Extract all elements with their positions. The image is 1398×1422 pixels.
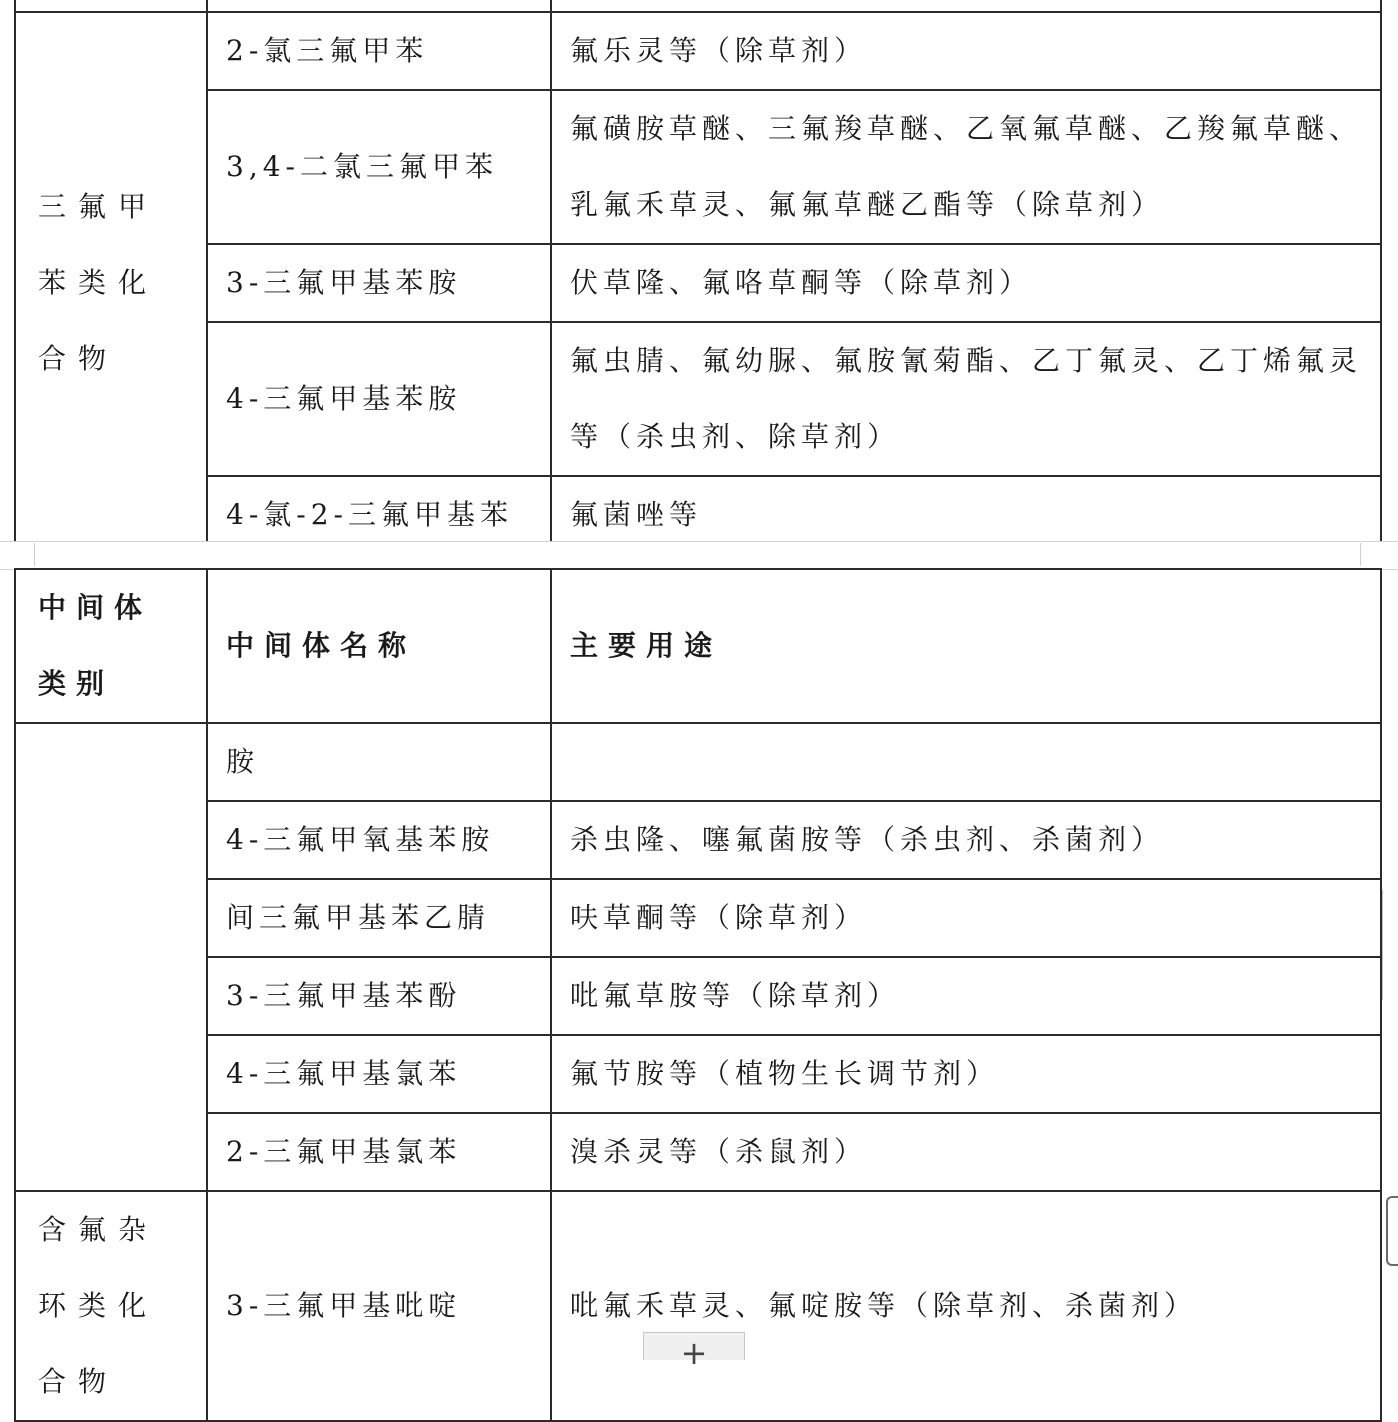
intermediate-name-cell[interactable]: 胺 bbox=[207, 723, 551, 801]
usage-cell[interactable]: 氟虫腈、氟幼脲、氟胺氰菊酯、乙丁氟灵、乙丁烯氟灵等（杀虫剂、除草剂） bbox=[551, 322, 1381, 476]
table-cell[interactable] bbox=[207, 0, 551, 12]
table-cell[interactable] bbox=[15, 0, 207, 12]
category-cell[interactable]: 三氟甲苯类化合物 bbox=[15, 12, 207, 554]
add-row-button[interactable]: + bbox=[643, 1332, 745, 1360]
usage-cell[interactable]: 氟节胺等（植物生长调节剂） bbox=[551, 1035, 1381, 1113]
usage-cell[interactable]: 溴杀灵等（杀鼠剂） bbox=[551, 1113, 1381, 1191]
table-row bbox=[15, 90, 1381, 244]
table-row bbox=[15, 801, 1381, 879]
table-header-row bbox=[15, 569, 1381, 723]
chemical-table-continued bbox=[14, 0, 1382, 555]
intermediate-name-cell[interactable]: 4-氯-2-三氟甲基苯 bbox=[207, 476, 551, 554]
usage-cell[interactable] bbox=[551, 723, 1381, 801]
table-row bbox=[15, 1191, 1381, 1421]
intermediate-name-cell[interactable]: 4-三氟甲氧基苯胺 bbox=[207, 801, 551, 879]
usage-cell[interactable]: 氟菌唑等 bbox=[551, 476, 1381, 554]
intermediate-name-cell[interactable]: 3,4-二氯三氟甲苯 bbox=[207, 90, 551, 244]
table-row bbox=[15, 879, 1381, 957]
table-row bbox=[15, 244, 1381, 322]
usage-cell[interactable]: 伏草隆、氟咯草酮等（除草剂） bbox=[551, 244, 1381, 322]
table-resize-handle[interactable] bbox=[1386, 1196, 1398, 1266]
intermediate-name-cell[interactable]: 4-三氟甲基苯胺 bbox=[207, 322, 551, 476]
usage-cell[interactable]: 氟乐灵等（除草剂） bbox=[551, 12, 1381, 90]
intermediate-name-cell[interactable]: 3-三氟甲基苯胺 bbox=[207, 244, 551, 322]
table-row bbox=[15, 12, 1381, 90]
table-row bbox=[15, 957, 1381, 1035]
table-row bbox=[15, 1035, 1381, 1113]
table-cell[interactable] bbox=[551, 0, 1381, 12]
table-row bbox=[15, 322, 1381, 476]
usage-cell[interactable]: 氟磺胺草醚、三氟羧草醚、乙氧氟草醚、乙羧氟草醚、乳氟禾草灵、氟氟草醚乙酯等（除草剂） bbox=[551, 90, 1381, 244]
intermediate-name-cell[interactable]: 3-三氟甲基吡啶 bbox=[207, 1191, 551, 1421]
header-use[interactable]: 主要用途 bbox=[551, 569, 1381, 723]
intermediate-name-cell[interactable]: 间三氟甲基苯乙腈 bbox=[207, 879, 551, 957]
page-margin-marker bbox=[1360, 543, 1381, 566]
category-cell[interactable]: 含氟杂环类化合物 bbox=[15, 1191, 207, 1421]
usage-cell[interactable]: 吡氟禾草灵、氟啶胺等（除草剂、杀菌剂） bbox=[551, 1191, 1381, 1421]
usage-cell[interactable]: 杀虫隆、噻氟菌胺等（杀虫剂、杀菌剂） bbox=[551, 801, 1381, 879]
table-row bbox=[15, 0, 1381, 12]
intermediate-name-cell[interactable]: 2-三氟甲基氯苯 bbox=[207, 1113, 551, 1191]
intermediate-name-cell[interactable]: 2-氯三氟甲苯 bbox=[207, 12, 551, 90]
header-name[interactable]: 中间体名称 bbox=[207, 569, 551, 723]
usage-cell[interactable]: 吡氟草胺等（除草剂） bbox=[551, 957, 1381, 1035]
chemical-table bbox=[14, 568, 1382, 1422]
intermediate-name-cell[interactable]: 4-三氟甲基氯苯 bbox=[207, 1035, 551, 1113]
category-cell[interactable] bbox=[15, 723, 207, 1191]
page-margin-marker bbox=[14, 543, 35, 566]
scroll-edge-marker bbox=[1382, 890, 1397, 1000]
table-row bbox=[15, 1113, 1381, 1191]
page-break bbox=[0, 541, 1398, 570]
intermediate-name-cell[interactable]: 3-三氟甲基苯酚 bbox=[207, 957, 551, 1035]
table-row bbox=[15, 723, 1381, 801]
usage-cell[interactable]: 呋草酮等（除草剂） bbox=[551, 879, 1381, 957]
header-category[interactable]: 中间体类别 bbox=[15, 569, 207, 723]
